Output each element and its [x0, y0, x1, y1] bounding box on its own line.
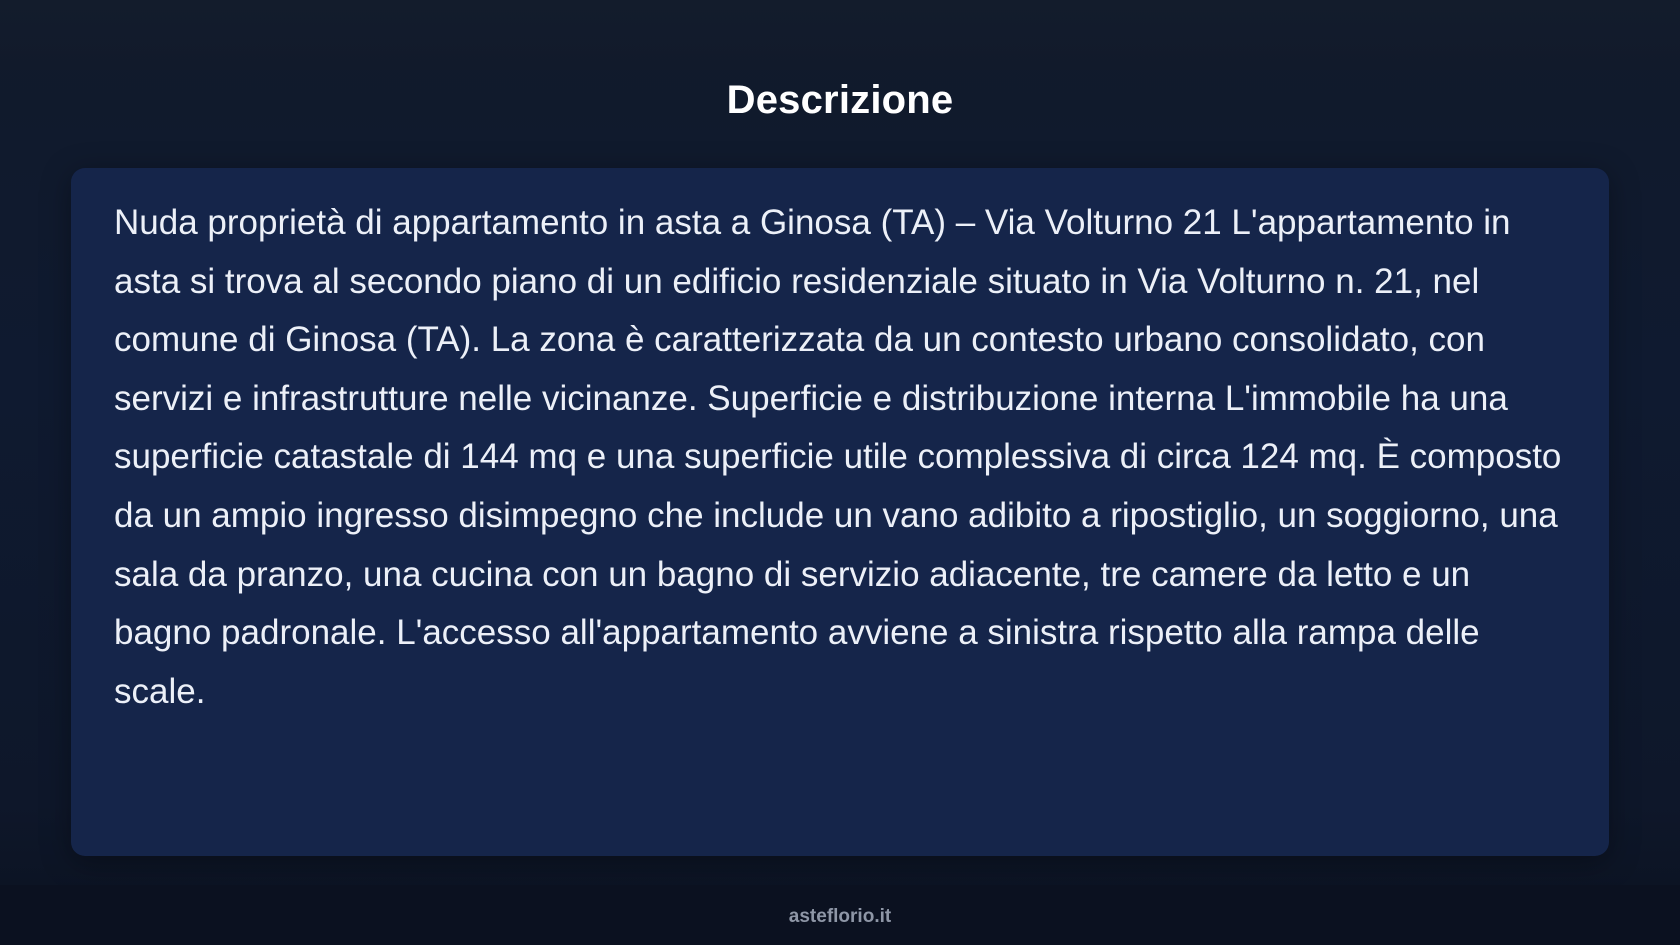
page-title: Descrizione	[726, 78, 954, 122]
description-card	[71, 168, 1609, 856]
description-text: Nuda proprietà di appartamento in asta a Ginosa (TA) – Via Volturno 21 L'appartamento in asta si trova al secondo piano di un edificio residenziale situato in Via Volturno n. 21, nel comune di Ginosa (TA). La zona è caratterizzata da un contesto urbano consolidato, con servizi e infrastrutture nelle vicinanze. Superficie e distribuzione interna L'immobile ha una superficie catastale di 144 mq e una superficie utile complessiva di circa 124 mq. È composto da un ampio ingresso disimpegno che include un vano adibito a ripostiglio, un soggiorno, una sala da pranzo, una cucina con un bagno di servizio adiacente, tre camere da letto e un bagno padronale. L'accesso all'appartamento avviene a sinistra rispetto alla rampa delle scale.	[114, 203, 1562, 711]
footer-site-name: asteflorio.it	[788, 906, 892, 927]
top-band	[0, 0, 1680, 70]
